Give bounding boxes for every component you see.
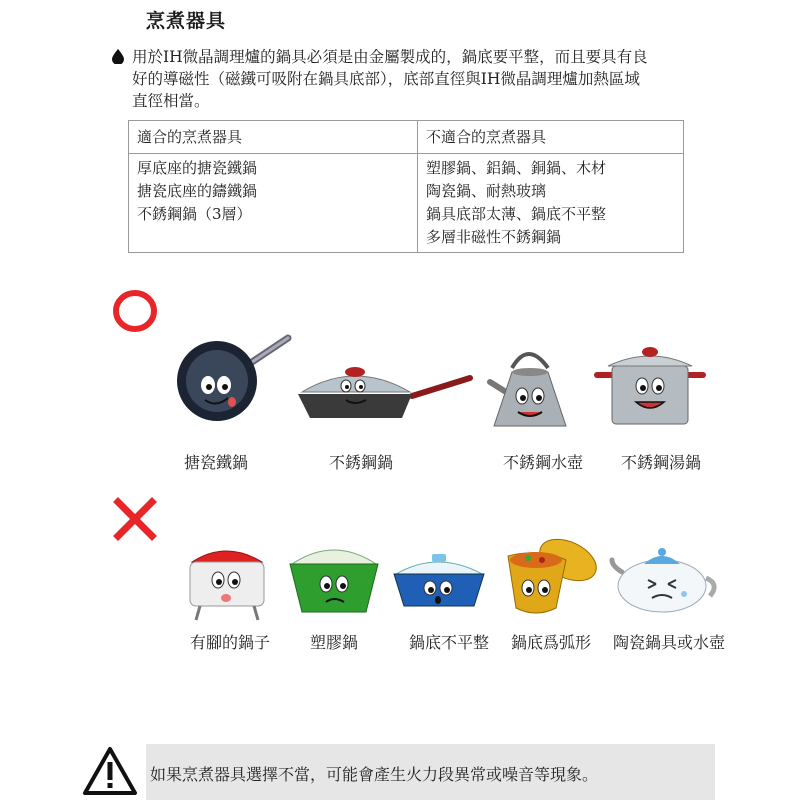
suitable-label: 不銹鋼水壺: [502, 453, 584, 472]
list-item: 不銹鋼鍋（3層）: [137, 205, 252, 223]
suitable-label: 不銹鋼湯鍋: [620, 453, 702, 472]
stainless-pan-icon: [298, 367, 470, 418]
intro-line: 好的導磁性（磁鐵可吸附在鍋具底部），底部直徑與IH微晶調理爐加熱區域: [132, 70, 640, 88]
unsuitable-label: 陶瓷鍋具或水壺: [612, 633, 726, 652]
suitable-header: 適合的烹煮器具: [129, 121, 418, 154]
list-item: 搪瓷底座的鑄鐵鍋: [137, 182, 258, 200]
intro-line: 用於IH微晶調理爐的鍋具必須是由金屬製成的，鍋底要平整，而且要具有良: [132, 48, 648, 66]
list-item: 多層非磁性不銹鋼鍋: [426, 228, 562, 246]
stainless-stockpot-icon: [594, 347, 706, 424]
enamel-pan-icon: [177, 338, 288, 421]
suitable-label: 搪瓷鐵鍋: [183, 453, 249, 472]
unsuitable-header: 不適合的烹煮器具: [418, 121, 684, 154]
ceramic-teapot-icon: [612, 548, 714, 612]
stainless-kettle-icon: [490, 354, 566, 426]
list-item: 陶瓷鍋、耐熱玻璃: [426, 182, 547, 200]
unsuitable-label: 塑膠鍋: [309, 633, 359, 652]
intro-line: 直徑相當。: [132, 92, 210, 110]
uneven-bottom-pot-icon: [394, 554, 484, 606]
unsuitable-label: 有腳的鍋子: [189, 633, 271, 652]
unsuitable-label: 鍋底爲弧形: [510, 633, 592, 652]
warning-text: 如果烹煮器具選擇不當，可能會產生火力段異常或噪音等現象。: [150, 765, 599, 784]
list-item: 厚底座的搪瓷鐵鍋: [137, 159, 258, 177]
curved-bottom-pot-icon: [508, 531, 603, 613]
suitable-label: 不銹鋼鍋: [328, 453, 394, 472]
section-title: 烹煮器具: [146, 10, 227, 32]
plastic-pot-icon: [290, 550, 378, 612]
list-item: 塑膠鍋、鋁鍋、銅鍋、木材: [426, 159, 607, 177]
warning-triangle-icon: [82, 746, 138, 796]
list-item: 鍋具底部太薄、鍋底不平整: [426, 205, 607, 223]
unsuitable-label: 鍋底不平整: [408, 633, 490, 652]
legged-pot-icon: [190, 551, 264, 620]
